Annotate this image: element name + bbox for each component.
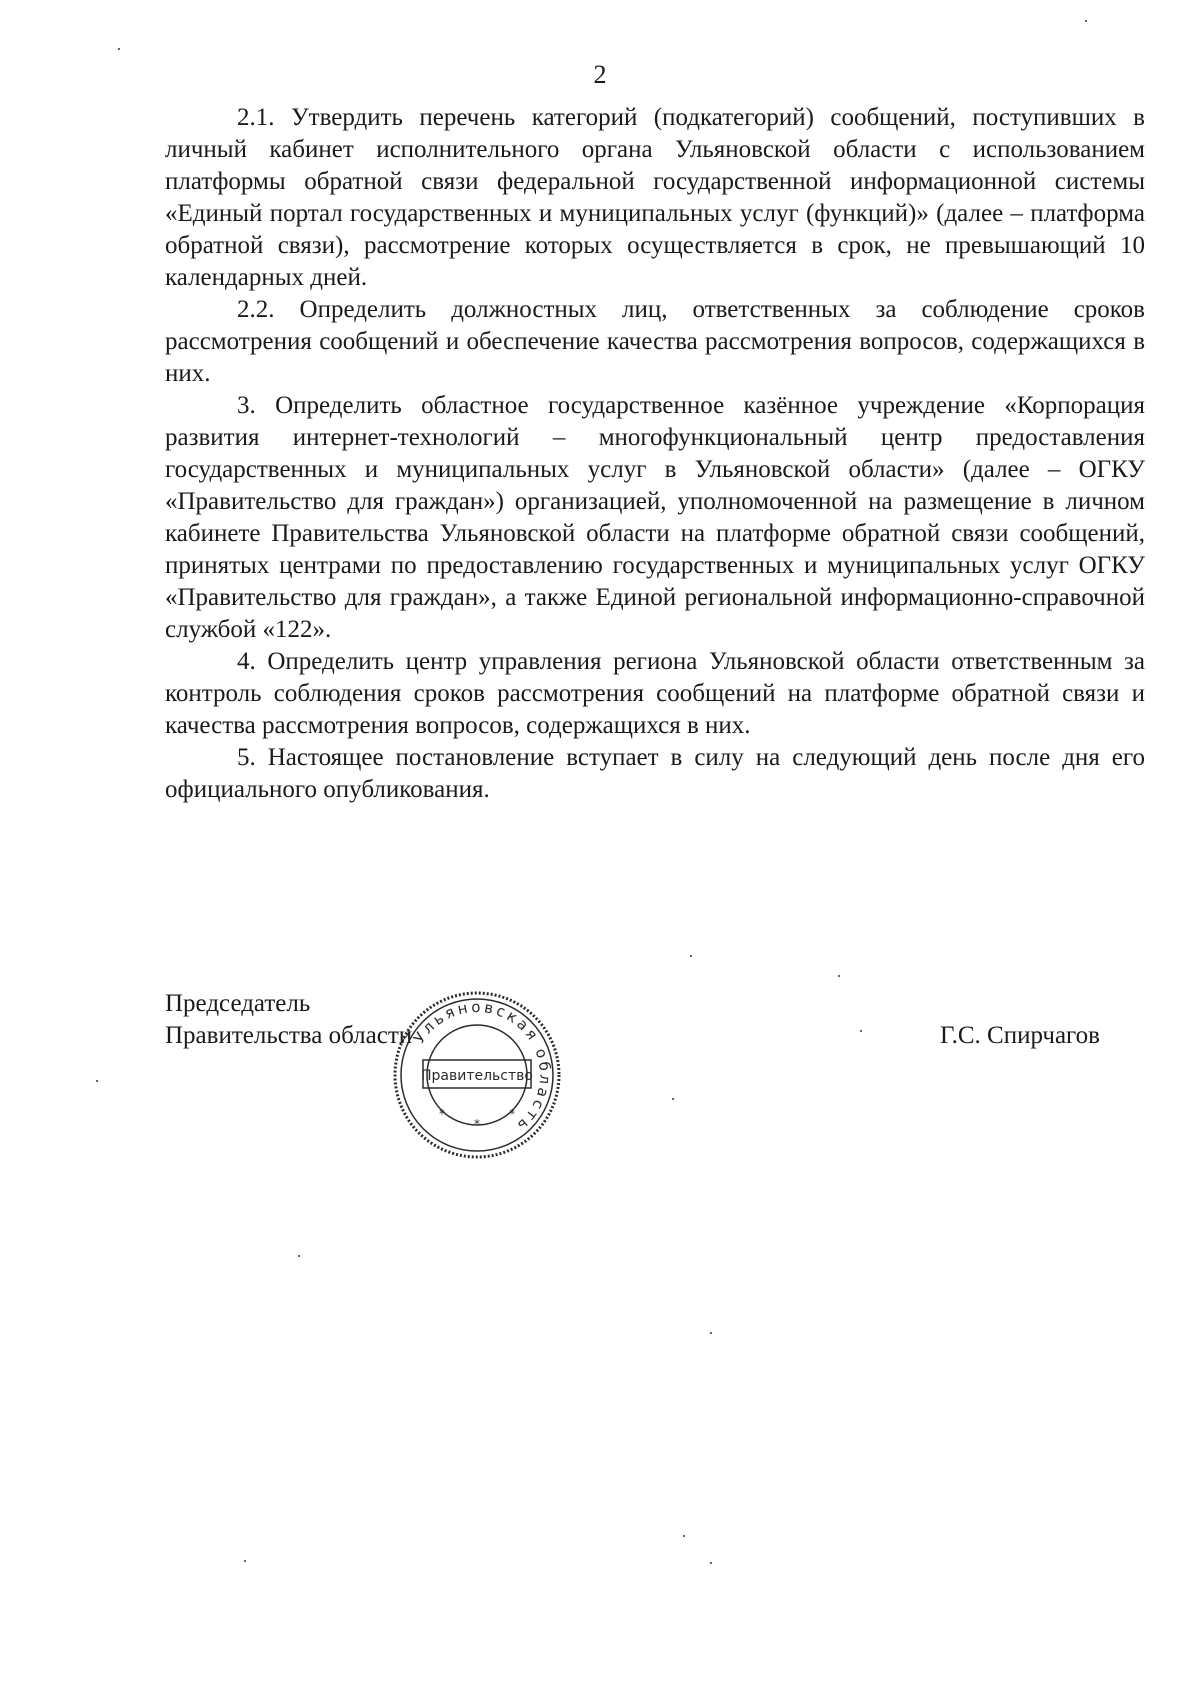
seal-center-text: Правительство [421, 1068, 533, 1084]
scan-speck [244, 1560, 246, 1562]
scan-speck [672, 1098, 674, 1100]
document-body [165, 102, 1145, 806]
scan-speck [838, 975, 840, 977]
scan-speck [690, 955, 692, 957]
seal-star-icon: * [509, 1107, 515, 1121]
scan-speck [298, 1255, 300, 1257]
paragraph-4: 4. Определить центр управления региона Ульяновской области ответственным за контроль соблюдения сроков рассмотрения сообщений на платформе обратной связи и качества рассмотрения вопросов, содержащихся в них. [165, 648, 1145, 739]
seal-star-icon: * [439, 1107, 445, 1121]
official-seal [392, 990, 562, 1160]
scan-speck [710, 1562, 712, 1564]
paragraph-3: 3. Определить областное государственное казённое учреждение «Корпорация развития интернет-технологий – многофункциональный центр предоставления государственных и муниципальных услуг в Ульяновской области» (далее – ОГКУ «Правительство для граждан») организацией, уполномоченной на размещение в личном кабинете Правительства Ульяновской области на платформе обратной связи сообщений, принятых центрами по предоставлению государственных и муниципальных услуг ОГКУ «Правительство для граждан», а также Единой региональной информационно-справочной службой «122». [165, 392, 1145, 643]
scan-speck [96, 1080, 98, 1082]
signatory-title-line1: Председатель [165, 990, 311, 1017]
paragraph-2-2: 2.2. Определить должностных лиц, ответственных за соблюдение сроков рассмотрения сообщений и обеспечение качества рассмотрения вопросов, содержащихся в них. [165, 296, 1145, 387]
scan-speck [683, 1535, 685, 1537]
scan-speck [710, 1332, 712, 1334]
scan-speck [860, 1030, 862, 1032]
page-number: 2 [593, 60, 607, 89]
paragraph-2-1: 2.1. Утвердить перечень категорий (подкатегорий) сообщений, поступивших в личный кабинет исполнительного органа Ульяновской области с использованием платформы обратной связи федеральной государственной информационной системы «Единый портал государственных и муниципальных услуг (функций)» (далее – платформа обратной связи), рассмотрение которых осуществляется в срок, не превышающий 10 календарных дней. [165, 104, 1145, 291]
seal-ring-text: Ульяновская область [409, 997, 555, 1137]
signatory-title [165, 988, 412, 1052]
paragraph-5: 5. Настоящее постановление вступает в силу на следующий день после дня его официального опубликования. [165, 744, 1145, 803]
signatory-name: Г.С. Спирчагов [940, 1022, 1100, 1049]
seal-star-icon: * [474, 1117, 480, 1131]
scan-speck [1085, 20, 1087, 22]
scan-speck [118, 48, 120, 50]
signatory-title-line2: Правительства области [165, 1022, 413, 1049]
